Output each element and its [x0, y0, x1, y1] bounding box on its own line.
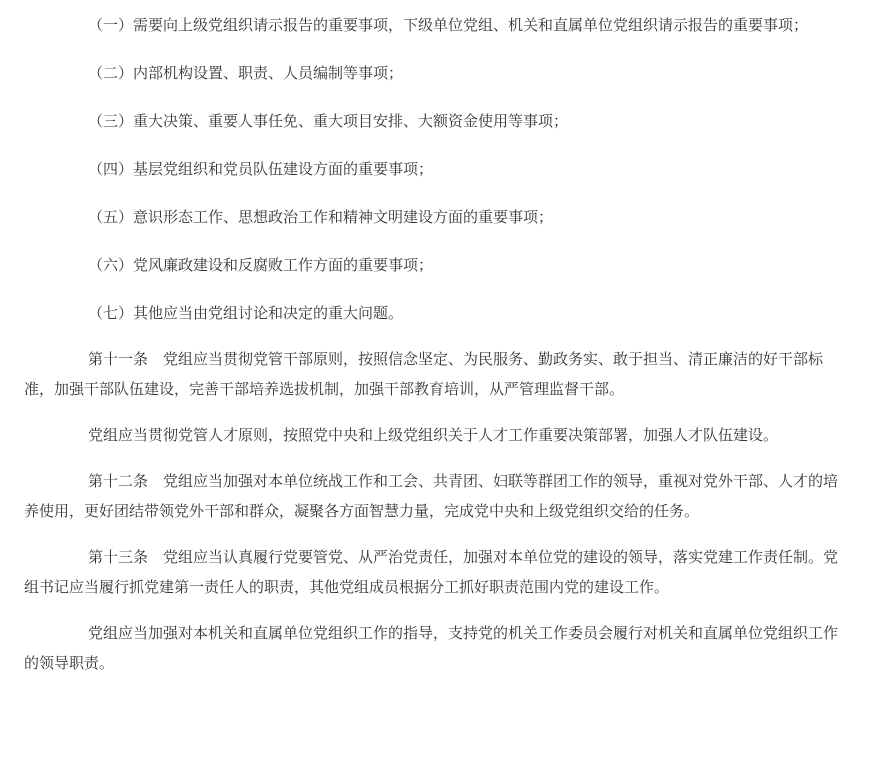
article-12: 第十二条 党组应当加强对本单位统战工作和工会、共青团、妇联等群团工作的领导，重视对党外干部、人才的培养使用，更好团结带领党外干部和群众，凝聚各方面智慧力量，完成党中央和上级党组织交给的任务。 — [24, 472, 839, 520]
article-11-talent: 党组应当贯彻党管人才原则，按照党中央和上级党组织关于人才工作重要决策部署，加强人才队伍建设。 — [88, 426, 779, 444]
article-13-guidance: 党组应当加强对本机关和直属单位党组织工作的指导，支持党的机关工作委员会履行对机关和直属单位党组织工作的领导职责。 — [24, 624, 839, 672]
paragraph-item-3: （三）重大决策、重要人事任免、重大项目安排、大额资金使用等事项； — [88, 112, 569, 130]
paragraph-item-2: （二）内部机构设置、职责、人员编制等事项； — [88, 64, 404, 82]
paragraph-item-6: （六）党风廉政建设和反腐败工作方面的重要事项； — [88, 256, 434, 274]
paragraph-item-5: （五）意识形态工作、思想政治工作和精神文明建设方面的重要事项； — [88, 208, 554, 226]
paragraph-item-4: （四）基层党组织和党员队伍建设方面的重要事项； — [88, 160, 434, 178]
article-11: 第十一条 党组应当贯彻党管干部原则，按照信念坚定、为民服务、勤政务实、敢于担当、清正廉洁的好干部标准，加强干部队伍建设，完善干部培养选拔机制，加强干部教育培训，从严管理监督干部。 — [24, 350, 824, 398]
paragraph-item-1: （一）需要向上级党组织请示报告的重要事项，下级单位党组、机关和直属单位党组织请示报告的重要事项； — [88, 16, 809, 34]
paragraph-item-7: （七）其他应当由党组讨论和决定的重大问题。 — [88, 304, 404, 322]
article-13: 第十三条 党组应当认真履行党要管党、从严治党责任，加强对本单位党的建设的领导，落实党建工作责任制。党组书记应当履行抓党建第一责任人的职责，其他党组成员根据分工抓好职责范围内党的建设工作。 — [24, 548, 839, 596]
document-body — [24, 0, 852, 678]
